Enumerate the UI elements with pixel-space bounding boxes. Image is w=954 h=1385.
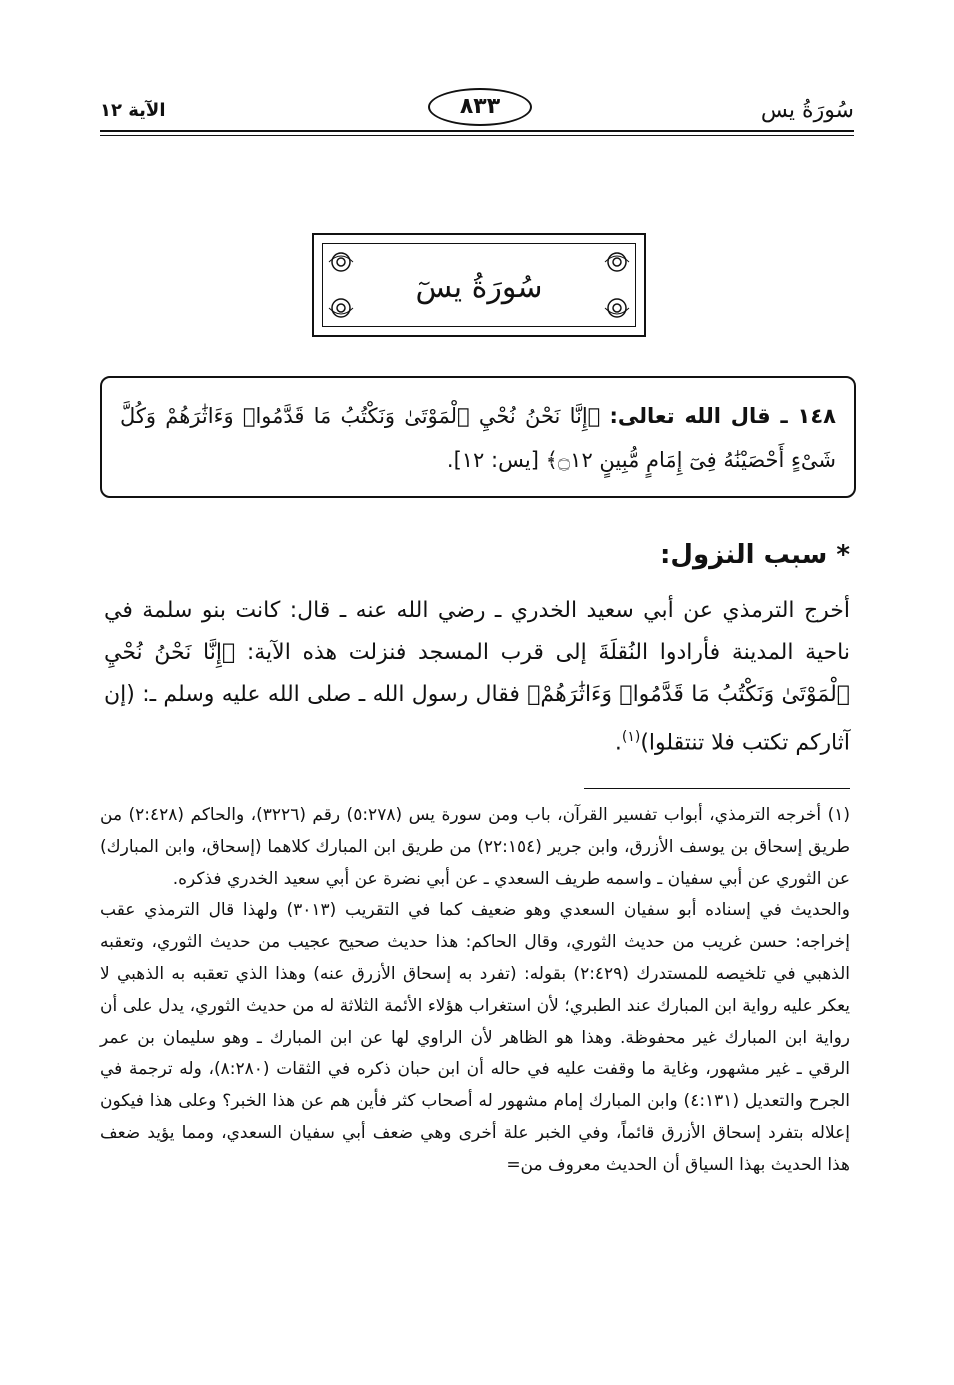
- footnote-paragraph-1: [100, 800, 850, 895]
- verse-label: الآية ١٢: [100, 100, 166, 121]
- main-end: .: [614, 730, 622, 756]
- section-heading: * سبب النزول:: [660, 540, 850, 570]
- main-body: أخرج الترمذي عن أبي سعيد الخدري ـ رضي الله عنه ـ قال: كانت بنو سلمة في ناحية المدينة فأرادوا النُقلَةَ إلى قرب المسجد فنزلت هذه الآية: ﴿إِنَّا نَحْنُ نُحْيِ ٱلْمَوْتَىٰ وَنَكْتُبُ مَا قَدَّمُوا۟ وَءَاثَٰرَهُمْ﴾ فقال رسول الله ـ صلى الله عليه وسلم ـ: (إن آثاركم تكتب فلا تنتقلوا): [104, 598, 850, 756]
- page-header: [100, 88, 854, 138]
- footnote-para-1-text: أخرجه الترمذي، أبواب تفسير القرآن، باب ومن سورة يس (٥:٢٧٨) رقم (٣٢٢٦)، والحاكم (٢:٤٢٨) من طريق إسحاق بن يوسف الأزرق، وابن جرير (٢٢:١٥٤) من طريق ابن المبارك كلاهما (إسحاق، وابن المبارك) عن الثوري عن أبي سفيان ـ واسمه طريف السعدي ـ عن أبي نضرة عن أبي سعيد الخدري فذكره.: [100, 805, 850, 889]
- surah-title-inner-frame: [322, 243, 636, 327]
- footnote: [100, 800, 850, 1182]
- footnote-marker: (١): [621, 729, 641, 745]
- footnote-paragraph-2: والحديث في إسناده أبو سفيان السعدي وهو ضعيف كما في التقريب (٣٠١٣) ولهذا قال الترمذي عقب إخراجه: حسن غريب من حديث الثوري، وقال الحاكم: هذا حديث صحيح عجيب من حديث الثوري، وتعقبه الذهبي في تلخيصه للمستدرك (٢:٤٢٩) بقوله: (تفرد به إسحاق الأزرق عنه) وهذا الذي تعقبه به الذهبي لا يعكر عليه رواية ابن المبارك عند الطبري؛ لأن استغراب هؤلاء الأئمة الثلاثة له من حديث الثوري، يدل على أن رواية ابن المبارك غير محفوظة. وهذا هو الظاهر لأن الراوي لها عن ابن المبارك ـ وهو سليمان بن عمر الرقي ـ غير مشهور، وغاية ما وقفت عليه في حاله أن ابن حبان ذكره في الثقات (٨:٢٨٠)، وله ترجمة في الجرح والتعديل (٤:١٣١) وابن المبارك إمام مشهور له أصحاب كثر فأين هم عن هذا الخبر؟ وعلى هذا فيكون إعلاله بتفرد إسحاق الأزرق قائماً، وفي الخبر علة أخرى وهي ضعف أبي سفيان السعدي، ومما يؤيد ضعف هذا الحديث بهذا السياق أن الحديث معروف من=: [100, 900, 851, 1175]
- main-paragraph: [104, 590, 850, 764]
- surah-title-frame: [312, 233, 646, 337]
- footnote-rule: [584, 788, 850, 789]
- verse-box: [100, 376, 856, 498]
- footnote-number: (١): [827, 805, 850, 825]
- surah-title: سُورَةُ يسٓ: [415, 270, 543, 305]
- verse-line-1: ﴿إِنَّا نَحْنُ نُحْيِ ٱلْمَوْتَىٰ وَنَكْتُبُ مَا قَدَّمُوا۟ وَءَاثَٰرَهُمْ: [165, 404, 601, 428]
- header-rule: [100, 130, 854, 132]
- surah-name-header: سُورَةُ يس: [760, 98, 854, 123]
- verse-text: [120, 394, 836, 482]
- header-rule-thin: [100, 135, 854, 136]
- page-number: ٨٣٣: [428, 88, 532, 126]
- verse-line-2: وَكُلَّ شَىْءٍ أَحْصَيْنَٰهُ فِىٓ إِمَامٍ مُّبِينٍ ۝١٢﴾ [يس: ١٢].: [120, 404, 836, 472]
- verse-intro: ١٤٨ ـ قال الله تعالى:: [609, 404, 836, 428]
